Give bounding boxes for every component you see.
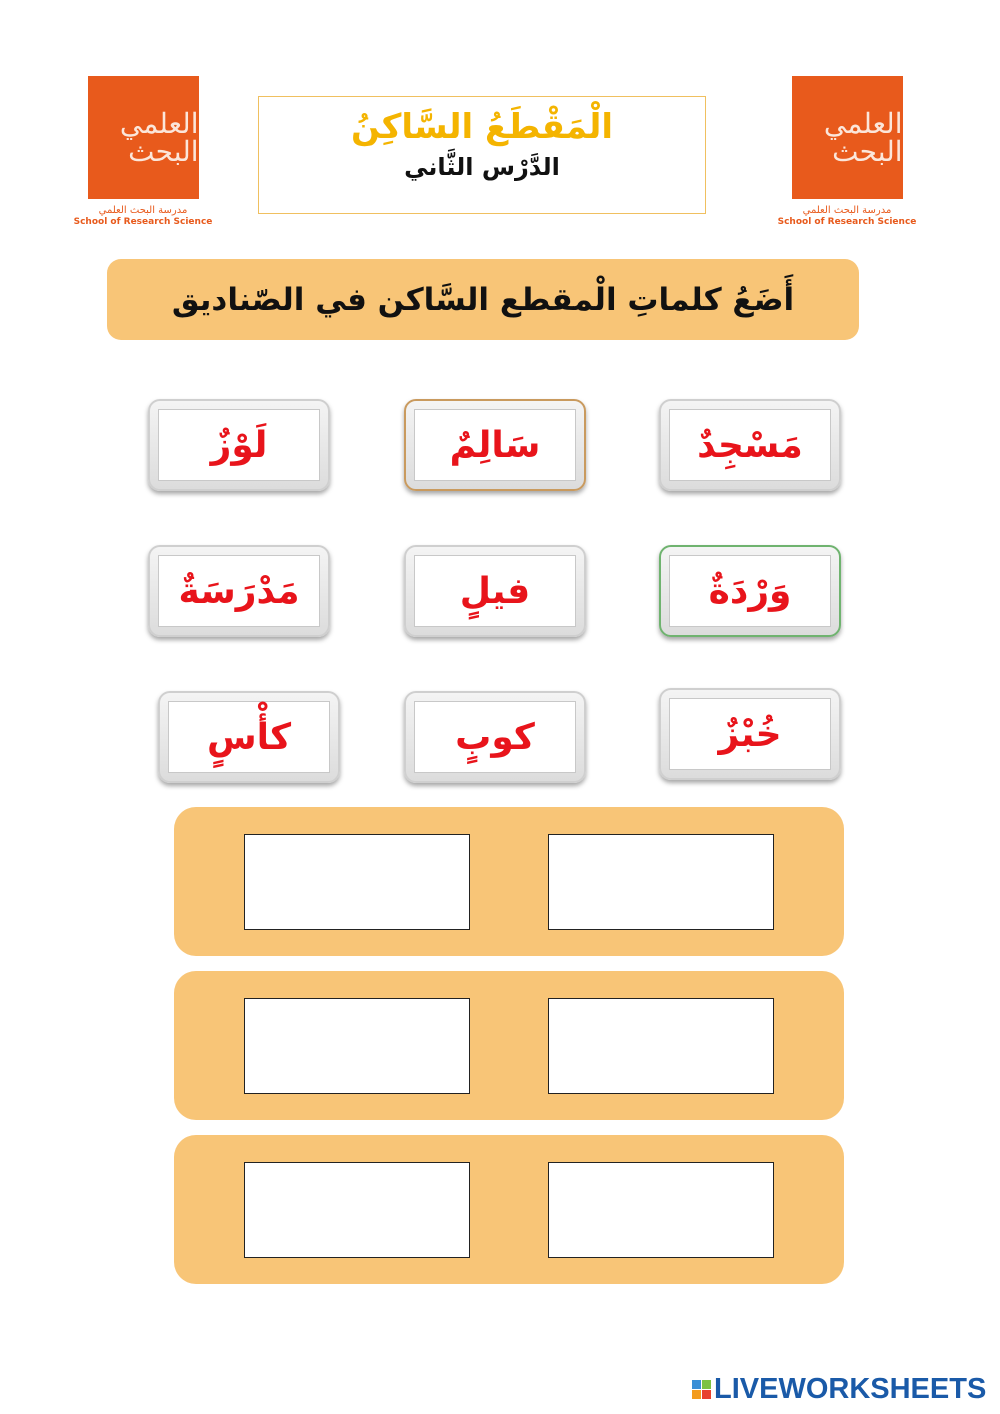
- lesson-subtitle: الدَّرْس الثَّاني: [404, 153, 560, 181]
- logo-school-ar: مدرسة البحث العلمي: [98, 205, 188, 216]
- drop-row: [174, 807, 844, 956]
- drop-box[interactable]: [244, 1162, 470, 1258]
- word-card[interactable]: [404, 691, 586, 783]
- word-card[interactable]: [404, 545, 586, 637]
- footer-brand-text: LIVEWORKSHEETS: [714, 1372, 987, 1405]
- title-box: [258, 96, 706, 214]
- word-card-label: مَدْرَسَةٌ: [158, 555, 320, 627]
- word-card-label: مَسْجِدٌ: [669, 409, 831, 481]
- instruction-banner: أَضَعُ كلماتِ الْمقطع السَّاكن في الصّناديق: [107, 259, 859, 340]
- word-card-label: كوبٍ: [414, 701, 576, 773]
- logo-school-en: School of Research Science: [777, 217, 917, 227]
- word-card[interactable]: [404, 399, 586, 491]
- word-card[interactable]: [148, 545, 330, 637]
- logo-school-ar: مدرسة البحث العلمي: [802, 205, 892, 216]
- liveworksheets-logo-icon: [692, 1380, 711, 1399]
- logo-school-en: School of Research Science: [73, 217, 213, 227]
- drop-box[interactable]: [244, 834, 470, 930]
- logo-mark: العلمي البحث: [88, 76, 199, 199]
- word-card-label: سَالِمٌ: [414, 409, 576, 481]
- word-card[interactable]: [659, 688, 841, 780]
- word-card[interactable]: [659, 545, 841, 637]
- drop-box[interactable]: [548, 1162, 774, 1258]
- word-card-label: فيلٍ: [414, 555, 576, 627]
- word-card-label: خُبْزٌ: [669, 698, 831, 770]
- drop-row: [174, 971, 844, 1120]
- word-card[interactable]: [659, 399, 841, 491]
- word-card[interactable]: [148, 399, 330, 491]
- school-logo-right: [772, 76, 922, 227]
- word-card-label: كأْسٍ: [168, 701, 330, 773]
- page-title: الْمَقْطَعُ السَّاكِنُ: [350, 107, 614, 147]
- drop-box[interactable]: [548, 834, 774, 930]
- word-card[interactable]: [158, 691, 340, 783]
- school-logo-left: [68, 76, 218, 227]
- liveworksheets-footer: [692, 1374, 986, 1404]
- drop-row: [174, 1135, 844, 1284]
- word-card-label: وَرْدَةٌ: [669, 555, 831, 627]
- drop-box[interactable]: [548, 998, 774, 1094]
- drop-box[interactable]: [244, 998, 470, 1094]
- word-card-label: لَوْزٌ: [158, 409, 320, 481]
- logo-mark: العلمي البحث: [792, 76, 903, 199]
